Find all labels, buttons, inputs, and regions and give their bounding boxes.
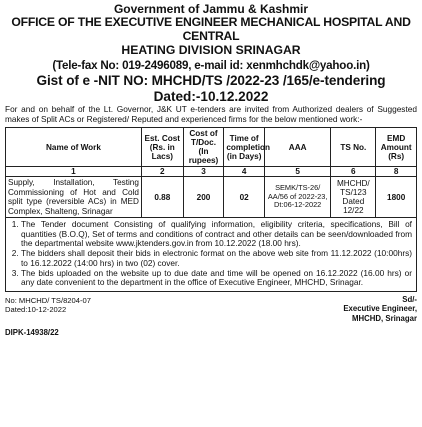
note-item: 2. The bidders shall deposit their bids in electronic format on the above web site from 11.12.2022 (10:00hrs) to 16.12.2022 (14:00 hrs) in two (02) cover. [21, 249, 412, 268]
column-number: 8 [376, 167, 417, 177]
cell-tdoc-cost: 200 [183, 177, 224, 218]
contact-line: (Tele-fax No: 019-2496089, e-mail id: xenmhchdk@yahoo.in) [52, 59, 370, 73]
column-number: 3 [183, 167, 224, 177]
column-number: 1 [6, 167, 142, 177]
reference-number: No: MHCHD/ TS/8204-07 [5, 295, 91, 305]
government-title: Government of Jammu & Kashmir [113, 2, 309, 16]
intro-paragraph: For and on behalf of the Lt. Governor, J&K UT e-tenders are invited from Authorized dealers of Suggested makes of Split ACs or Registered/ Reputed and experienced firms for the below mentioned work:- [5, 103, 417, 124]
header-est-cost: Est. Cost (Rs. in Lacs) [141, 128, 183, 167]
header-tdoc-cost: Cost of T/Doc. (In rupees) [183, 128, 224, 167]
header-emd: EMD Amount (Rs) [376, 128, 417, 167]
column-number: 2 [141, 167, 183, 177]
cell-aaa: SEMK/TS-26/ AA/56 of 2022-23, Dt:06-12-2022 [265, 177, 331, 218]
header-aaa: AAA [265, 128, 331, 167]
nit-number: Gist of e -NIT NO: MHCHD/TS /2022-23 /165/e-tendering [36, 73, 386, 89]
cell-emd: 1800 [376, 177, 417, 218]
cell-work-description: Supply, Installation, Testing Commissioning of Hot and Cold split type (reversible ACs) in MED Complex, Shalteng, Srinagar [6, 177, 142, 218]
works-table [5, 127, 417, 218]
cell-ts-no: MHCHD/ TS/123 Dated 12/22 [331, 177, 376, 218]
header-name-of-work: Name of Work [6, 128, 142, 167]
office-title-line2: HEATING DIVISION SRINAGAR [121, 42, 301, 57]
dipk-number: DIPK-14938/22 [5, 327, 59, 337]
table-row [6, 177, 417, 218]
reference-date: Dated:10-12-2022 [5, 305, 67, 315]
cell-time: 02 [224, 177, 265, 218]
note-item: 3. The bids uploaded on the website up to due date and time will be opened on 16.12.2022 (16.00 hrs) or any date convenient to the department in the office of Executive Engineer, MHCHD, Srinagar. [21, 269, 412, 288]
header-ts-no: TS No. [331, 128, 376, 167]
nit-date: Dated:-10.12.2022 [153, 88, 269, 104]
notes-box [5, 218, 417, 292]
cell-est-cost: 0.88 [141, 177, 183, 218]
signature-mark: Sd/- [402, 294, 417, 304]
header-time: Time of completion (in Days) [224, 128, 265, 167]
reference-block [5, 296, 91, 314]
note-item: 1. The Tender document Consisting of qualifying information, eligibility criteria, specifications, Bill of quantities (B.O.Q), Set of terms and conditions of contract and other details can be seen/downloaded from the departmental website www.jktenders.gov.in from 10.12.2022 (18.00 hrs). [21, 220, 412, 249]
office-title-line1: OFFICE OF THE EXECUTIVE ENGINEER MECHANICAL HOSPITAL AND CENTRAL [11, 15, 411, 44]
column-number: 4 [224, 167, 265, 177]
table-header-row [6, 128, 417, 167]
column-number-row [6, 167, 417, 177]
signature-block [343, 295, 417, 323]
column-number: 6 [331, 167, 376, 177]
notes-list [10, 220, 412, 288]
signatory-office: MHCHD, Srinagar [352, 313, 417, 323]
footer [5, 295, 417, 341]
signatory-designation: Executive Engineer, [343, 304, 417, 314]
column-number: 5 [265, 167, 331, 177]
